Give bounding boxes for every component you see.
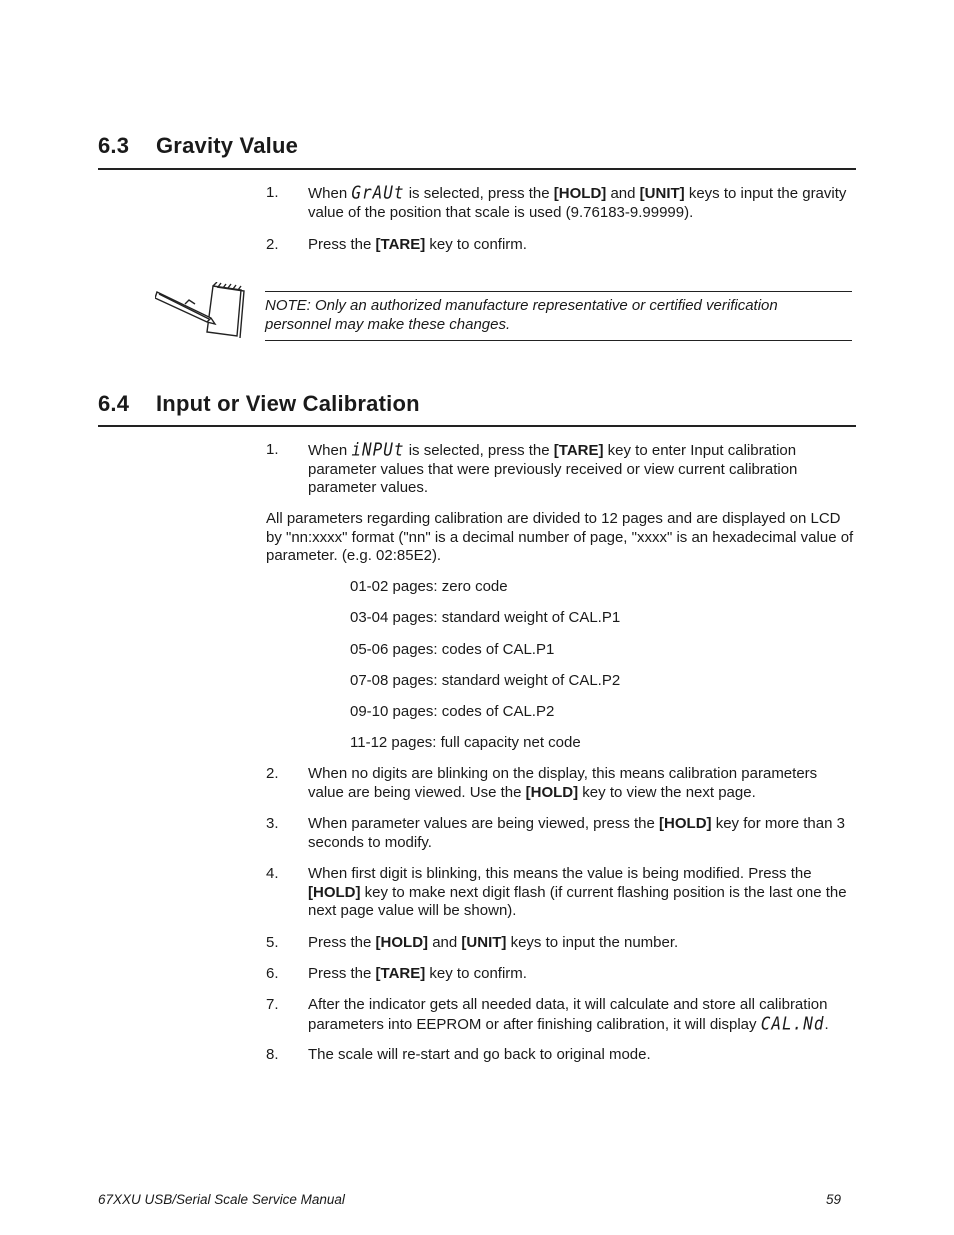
page-list-item: 03-04 pages: standard weight of CAL.P1 — [350, 609, 621, 626]
section-title: Input or View Calibration — [156, 391, 420, 416]
step-number: 5. — [266, 934, 279, 951]
note-bottom-rule — [265, 340, 852, 341]
step-text: Press the [TARE] key to confirm. — [308, 965, 527, 982]
step-text: Press the [TARE] key to confirm. — [308, 236, 527, 253]
section-heading-6-4 — [98, 391, 420, 417]
section-heading-6-3 — [98, 133, 298, 159]
lcd-code-calnd: CAL.Nd — [760, 1012, 825, 1034]
step-text: Press the [HOLD] and [UNIT] keys to input the number. — [308, 934, 679, 951]
note-top-rule — [265, 291, 852, 292]
lcd-code-gravity: GrAUt — [351, 181, 405, 203]
section-title: Gravity Value — [156, 133, 299, 158]
note-text: NOTE: Only an authorized manufacture representative or certified verification personnel may make these changes. — [265, 297, 778, 333]
step-number: 1. — [266, 441, 279, 458]
step-number: 2. — [266, 236, 279, 253]
heading-rule — [98, 425, 856, 427]
step-number: 7. — [266, 996, 279, 1013]
step-number: 8. — [266, 1046, 279, 1063]
heading-rule — [98, 168, 856, 170]
lcd-code-input: iNPUt — [351, 438, 405, 460]
step-text: The scale will re-start and go back to original mode. — [308, 1046, 651, 1063]
section-number: 6.3 — [98, 133, 130, 158]
footer-manual-title: 67XXU USB/Serial Scale Service Manual — [98, 1192, 345, 1207]
page-list-item: 01-02 pages: zero code — [350, 578, 508, 595]
page-list-item: 05-06 pages: codes of CAL.P1 — [350, 641, 555, 658]
step-text: When GrAUt is selected, press the [HOLD] and [UNIT] keys to input the gravity value of the position that scale is used (9.76183-9.99999). — [308, 181, 847, 221]
calibration-paragraph: All parameters regarding calibration are divided to 12 pages and are displayed on LCD by "nn:xxxx" format ("nn" is a decimal number of page, "xxxx" is an hexadecimal value of parameter. (e.g. 02:85E2). — [266, 510, 854, 565]
step-text: When parameter values are being viewed, press the [HOLD] key for more than 3 seconds to modify. — [308, 815, 845, 851]
footer-page-number: 59 — [826, 1192, 842, 1207]
step-number: 1. — [266, 184, 279, 201]
page-list-item: 09-10 pages: codes of CAL.P2 — [350, 703, 555, 720]
note-pad-icon — [155, 282, 247, 342]
section-number: 6.4 — [98, 391, 130, 416]
step-number: 6. — [266, 965, 279, 982]
step-number: 3. — [266, 815, 279, 832]
step-text: After the indicator gets all needed data, it will calculate and store all calibration parameters into EEPROM or after finishing calibration, it will display CAL.Nd. — [308, 996, 829, 1034]
page-list-item: 11-12 pages: full capacity net code — [350, 734, 581, 751]
step-text: When iNPUt is selected, press the [TARE] key to enter Input calibration parameter values that were previously received or view current calibration parameter values. — [308, 438, 798, 497]
step-text: When no digits are blinking on the display, this means calibration parameters value are being viewed. Use the [HOLD] key to view the next page. — [308, 765, 818, 801]
step-number: 4. — [266, 865, 279, 882]
step-text: When first digit is blinking, this means the value is being modified. Press the [HOLD] key to make next digit flash (if current flashing position is the last one the next page value will be shown). — [308, 865, 847, 920]
page-list-item: 07-08 pages: standard weight of CAL.P2 — [350, 672, 621, 689]
step-number: 2. — [266, 765, 279, 782]
